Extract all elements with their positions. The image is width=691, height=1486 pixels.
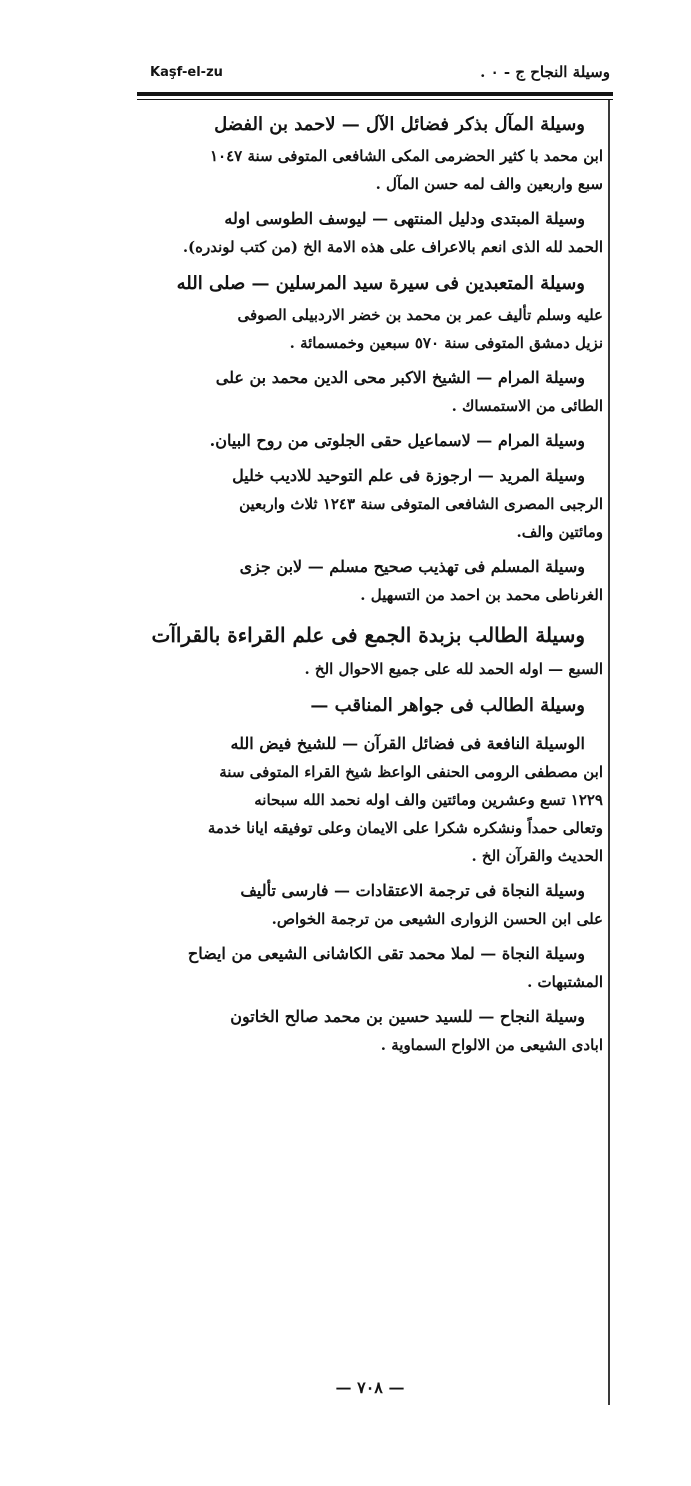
entry-text-line: ابن محمد با كثير الحضرمى المكى الشافعى المتوفى سنة ١٠٤٧ bbox=[209, 147, 603, 165]
catalog-entry bbox=[135, 461, 603, 546]
entry-text-line: الطائى من الاستمساك . bbox=[451, 397, 603, 415]
entry-heading-line: وسيلة المبتدى ودليل المنتهى — ليوسف الطوسى اوله bbox=[224, 209, 585, 228]
catalog-entry bbox=[135, 729, 603, 870]
entry-text-line: وتعالى حمداً ونشكره شكرا على الايمان وعلى توفيقه ايانا خدمة bbox=[207, 819, 603, 837]
entry-heading-line: وسيلة الطالب فى جواهر المناقب — bbox=[310, 695, 585, 716]
catalog-entry bbox=[135, 552, 603, 609]
catalog-entry bbox=[135, 1002, 603, 1059]
entry-text-line: السبع — اوله الحمد لله على جميع الاحوال الخ . bbox=[304, 660, 603, 678]
entry-heading-line: وسيلة المآل بذكر فضائل الآل — لاحمد بن الفضل bbox=[214, 114, 585, 135]
page-number: — ٧٠٨ — bbox=[335, 1378, 405, 1397]
entry-text-line: المشتبهات . bbox=[527, 973, 603, 991]
entry-heading-line: وسيلة النجاح — للسيد حسين بن محمد صالح الخاتون bbox=[230, 1007, 585, 1026]
entry-heading-line: وسيلة الطالب بزبدة الجمع فى علم القراءة بالقراآت bbox=[151, 623, 585, 647]
entry-text-line: الحديث والقرآن الخ . bbox=[471, 847, 603, 865]
entry-heading-line: وسيلة المرام — الشيخ الاكبر محى الدين محمد بن على bbox=[215, 368, 585, 387]
entry-text-line: ابادى الشيعى من الالواح السماوية . bbox=[380, 1036, 603, 1054]
running-header bbox=[150, 58, 610, 86]
catalog-entry bbox=[135, 204, 603, 261]
entry-heading-line: وسيلة المتعبدين فى سيرة سيد المرسلين — صلى الله bbox=[176, 273, 585, 294]
entry-text-line: ابن مصطفى الرومى الحنفى الواعظ شيخ القراء المتوفى سنة bbox=[219, 763, 603, 781]
entry-text-line: على ابن الحسن الزوارى الشيعى من ترجمة الخواص. bbox=[271, 910, 603, 928]
entry-heading-line: وسيلة المريد — ارجوزة فى علم التوحيد للاديب خليل bbox=[232, 466, 585, 485]
entry-heading-line: وسيلة النجاة — لملا محمد تقى الكاشانى الشيعى من ايضاح bbox=[187, 944, 585, 963]
entry-text-line: الحمد لله الذى انعم بالاعراف على هذه الامة الخ (من كتب لوندره). bbox=[182, 238, 603, 256]
catalog-entry bbox=[135, 363, 603, 420]
catalog-entry bbox=[135, 615, 603, 683]
catalog-entry bbox=[135, 689, 603, 723]
catalog-entry bbox=[135, 426, 603, 455]
catalog-entry bbox=[135, 267, 603, 357]
entry-text-line: سبع واربعين والف لمه حسن المآل . bbox=[375, 175, 603, 193]
running-title: وسيلة النجاح ج - ٠ . bbox=[480, 63, 610, 81]
entry-heading-line: وسيلة المرام — لاسماعيل حقى الجلوتى من روح البيان. bbox=[209, 431, 585, 450]
entry-heading-line: وسيلة المسلم فى تهذيب صحيح مسلم — لابن جزى bbox=[239, 557, 585, 576]
margin-line bbox=[608, 100, 610, 1405]
entry-text-line: ومائتين والف. bbox=[516, 523, 603, 541]
catalog-entry bbox=[135, 876, 603, 933]
catalog-entry bbox=[135, 108, 603, 198]
catalog-mark: Kaşf-el-zu bbox=[150, 64, 223, 80]
header-rule-thin bbox=[137, 99, 613, 100]
entry-heading-line: وسيلة النجاة فى ترجمة الاعتقادات — فارسى تأليف bbox=[240, 881, 585, 900]
entry-text-line: نزيل دمشق المتوفى سنة ٥٧٠ سبعين وخمسمائة . bbox=[289, 334, 603, 352]
header-rule bbox=[137, 92, 613, 96]
entry-text-line: الرجبى المصرى الشافعى المتوفى سنة ١٢٤٣ ثلاث واربعين bbox=[239, 495, 603, 513]
entry-text-line: الغرناطى محمد بن احمد من التسهيل . bbox=[360, 586, 603, 604]
entry-text-line: عليه وسلم تأليف عمر بن محمد بن خضر الاردبيلى الصوفى bbox=[237, 306, 603, 324]
catalog-entry bbox=[135, 939, 603, 996]
entry-heading-line: الوسيلة النافعة فى فضائل القرآن — للشيخ فيض الله bbox=[230, 734, 585, 753]
entries-body bbox=[135, 108, 603, 1065]
entry-text-line: ١٢٢٩ تسع وعشرين ومائتين والف اوله نحمد الله سبحانه bbox=[254, 791, 603, 809]
